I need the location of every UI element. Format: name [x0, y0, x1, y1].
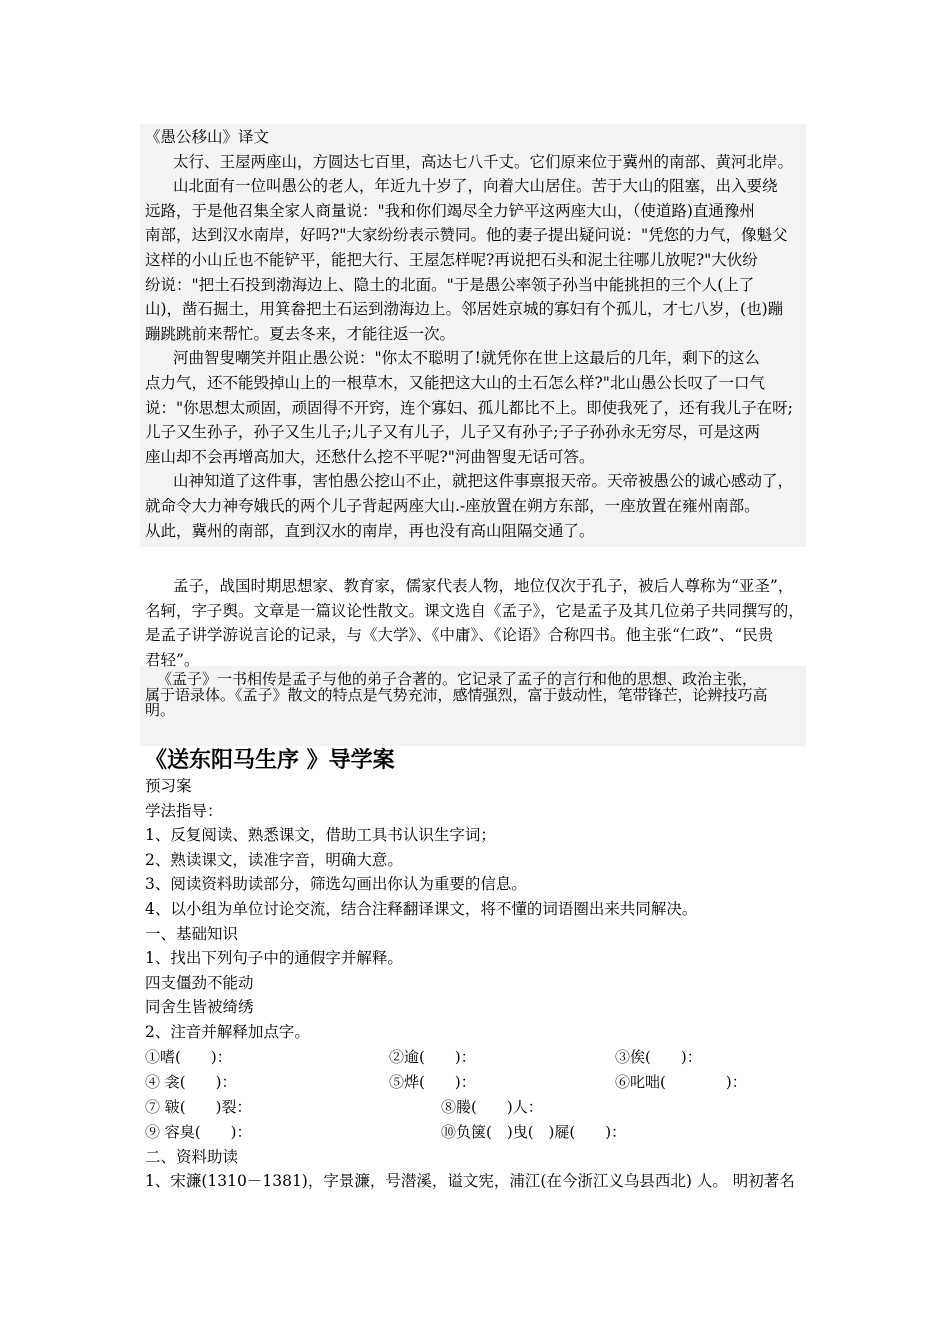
grid-cell: ⑩负箧( )曳( )屣( )：	[441, 1122, 627, 1141]
paragraph-line: 明。	[145, 701, 176, 719]
paragraph-line: 点力气，还不能毁掉山上的一根草木，又能把这大山的土石怎么样?"北山愚公长叹了一口气	[145, 373, 765, 392]
grid-cell: ⑥叱咄( )：	[615, 1072, 747, 1091]
grid-row	[145, 1045, 805, 1070]
guide-line: 3、阅读资料助读部分，筛选勾画出你认为重要的信息。	[145, 875, 527, 894]
paragraph-line: 名轲，字子舆。文章是一篇议论性散文。课文选自《孟子》，它是孟子及其几位弟子共同撰写的，	[145, 601, 804, 620]
paragraph-line: 孟子，战国时期思想家、教育家，儒家代表人物，地位仅次于孔子，被后人尊称为“亚圣”，	[173, 577, 794, 595]
paragraph-line: 南部，达到汉水南岸，好吗?"大家纷纷表示赞同。他的妻子提出疑问说："凭您的力气，像魁父	[145, 226, 788, 245]
guide-line: 4、以小组为单位讨论交流，结合注释翻译课文，将不懂的词语圈出来共同解决。	[145, 899, 698, 918]
guide-line: 预习案	[145, 777, 192, 795]
paragraph-line: 这样的小山丘也不能铲平，能把大行、王屋怎样呢?再说把石头和泥土往哪儿放呢?"大伙纷	[145, 250, 758, 269]
mengzi-intro	[145, 574, 805, 672]
grid-row	[145, 1070, 805, 1095]
grid-row	[145, 1120, 805, 1145]
paragraph-line: 山)，凿石掘土，用箕畚把土石运到渤海边上。邻居姓京城的寡妇有个孤儿，才七八岁，(也)蹦	[145, 300, 784, 319]
guide-title: 《送东阳马生序 》导学案	[145, 747, 395, 773]
paragraph-line: 座山却不会再增高加大，还愁什么挖不平呢?"河曲智叟无话可答。	[145, 447, 595, 466]
grid-cell: ⑧媵( )人：	[441, 1097, 543, 1116]
paragraph-line: 纷说："把土石投到渤海边上、隐土的北面。"于是愚公率领子孙当中能挑担的三个人(上了	[145, 275, 755, 294]
grid-row	[145, 1095, 805, 1120]
grid-cell: ②逾( )：	[389, 1047, 476, 1066]
paragraph-line: 是孟子讲学游说言论的记录，与《大学》、《中庸》、《论语》合称四书。他主张“仁政”、“民贵	[145, 626, 774, 645]
guide-line: 1、反复阅读、熟悉课文，借助工具书认识生字词；	[145, 826, 496, 845]
guide-line: 同舍生皆被绮绣	[145, 998, 254, 1017]
grid-cell: ③俟( )：	[615, 1047, 702, 1066]
yugong-translation	[145, 125, 805, 543]
grid-cell: ①嗜( )：	[145, 1047, 232, 1066]
paragraph-line: 山神知道了这件事，害怕愚公挖山不止，就把这件事禀报天帝。天帝被愚公的诚心感动了，	[173, 472, 794, 491]
paragraph-line: 从此，冀州的南部，直到汉水的南岸，再也没有高山阻隔交通了。	[145, 521, 595, 540]
guide-line: 四支僵劲不能动	[145, 973, 254, 992]
paragraph-line: 属于语录体。《孟子》散文的特点是气势充沛，感情强烈，富于鼓动性，笔带锋芒，论辨技巧高	[145, 685, 768, 704]
guide-line: 1、找出下列句子中的通假字并解释。	[145, 949, 403, 968]
grid-cell: ⑦ 皲( )裂：	[145, 1097, 252, 1116]
guide-line: 2、注音并解释加点字。	[145, 1022, 310, 1041]
paragraph-line: 就命令大力神夸娥氏的两个儿子背起两座大山.-座放置在朔方东部，一座放置在雍州南部。	[145, 496, 760, 515]
paragraph-line: 太行、王屋两座山，方圆达七百里，高达七八千丈。它们原来位于冀州的南部、黄河北岸。	[173, 152, 794, 171]
study-guide	[145, 746, 805, 1194]
paragraph-line: 蹦跳跳前来帮忙。夏去冬来，才能往返一次。	[145, 324, 456, 343]
paragraph-line: 河曲智叟嘲笑并阻止愚公说："你太不聪明了!就凭你在世上这最后的几年，剩下的这么	[173, 349, 760, 368]
paragraph-line: 远路，于是他召集全家人商量说："我和你们竭尽全力铲平这两座大山，（使道路)直通豫州	[145, 201, 755, 220]
paragraph-line: 山北面有一位叫愚公的老人，年近九十岁了，向着大山居住。苦于大山的阻塞，出入要绕	[173, 177, 778, 196]
mengzi-notes	[145, 672, 805, 719]
grid-cell: ⑨ 容臭( )：	[145, 1122, 252, 1141]
paragraph-line: 君轻”。	[145, 650, 200, 669]
section-heading: 一、基础知识	[145, 924, 239, 943]
yugong-title: 《愚公移山》译文	[145, 128, 270, 146]
grid-cell: ⑤烨( )：	[389, 1072, 476, 1091]
guide-line: 1、宋濂(1310－1381)，字景濂，号潜溪，谥文宪，浦江(在今浙江义乌县西北) 人。 明初著名	[145, 1172, 795, 1191]
section-heading: 二、资料助读	[145, 1147, 239, 1166]
paragraph-line: 《孟子》一书相传是孟子与他的弟子合著的。它记录了孟子的言行和他的思想、政治主张，	[157, 670, 758, 688]
paragraph-line: 儿子又生孙子，孙子又生儿子;儿子又有儿子，儿子又有孙子;子子孙孙永无穷尽，可是这两	[145, 423, 760, 442]
guide-line: 学法指导：	[145, 801, 223, 820]
guide-line: 2、熟读课文，读准字音，明确大意。	[145, 850, 403, 869]
paragraph-line: 说："你思想太顽固，顽固得不开窍，连个寡妇、孤儿都比不上。即使我死了，还有我儿子在呀;	[145, 398, 793, 417]
pronunciation-grid	[145, 1045, 805, 1145]
grid-cell: ④ 衾( )：	[145, 1072, 237, 1091]
